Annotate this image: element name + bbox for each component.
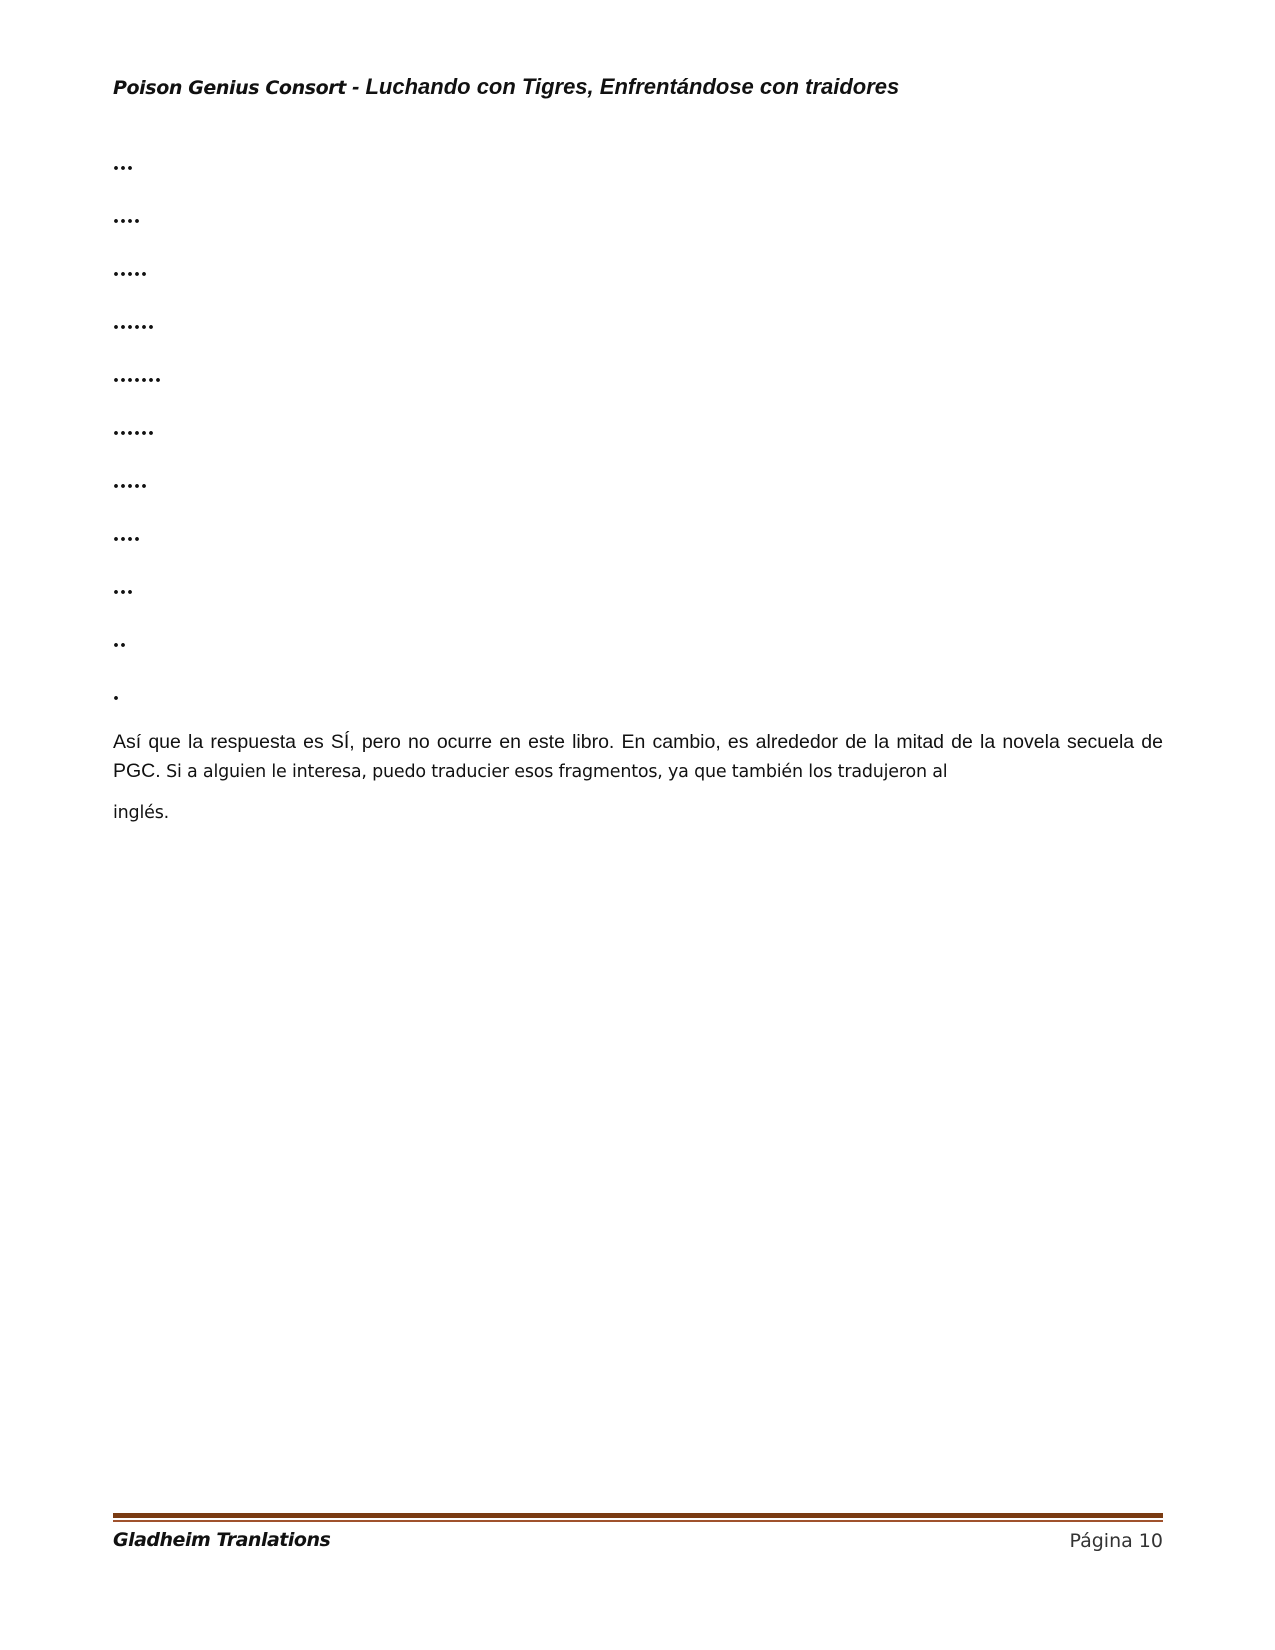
footer-rule-thin [113, 1520, 1163, 1522]
paragraph-text-part1: Así que la respuesta es SÍ, pero no ocurre en este libro. En cambio, es alrededor de la mitad de la novela secuela de PGC. [113, 731, 1163, 782]
ellipsis-line: .... [113, 203, 141, 229]
footer-publisher: Gladheim Tranlations [113, 1529, 331, 1551]
chapter-title: Luchando con Tigres, Enfrentándose con traidores [365, 74, 900, 99]
ellipsis-line: ...... [113, 415, 155, 441]
ellipsis-line: ....... [113, 362, 162, 388]
ellipsis-line: .... [113, 521, 141, 547]
paragraph-text-part3: inglés. [113, 803, 169, 823]
ellipsis-line: ..... [113, 468, 148, 494]
page-number: Página 10 [1069, 1530, 1163, 1552]
ellipsis-line: ...... [113, 309, 155, 335]
page-header [113, 72, 1163, 103]
ellipsis-line: ... [113, 150, 134, 176]
header-separator: - [352, 74, 360, 99]
book-title: Poison Genius Consort [113, 77, 346, 99]
body-paragraph [113, 728, 1163, 828]
ellipsis-list [113, 150, 162, 733]
footer-rule-thick [113, 1513, 1163, 1518]
ellipsis-line: ... [113, 574, 134, 600]
ellipsis-line: .. [113, 627, 127, 653]
ellipsis-line: . [113, 680, 120, 706]
paragraph-text-part2: Si a alguien le interesa, puedo traducier esos fragmentos, ya que también los tradujeron al [166, 762, 948, 782]
ellipsis-line: ..... [113, 256, 148, 282]
